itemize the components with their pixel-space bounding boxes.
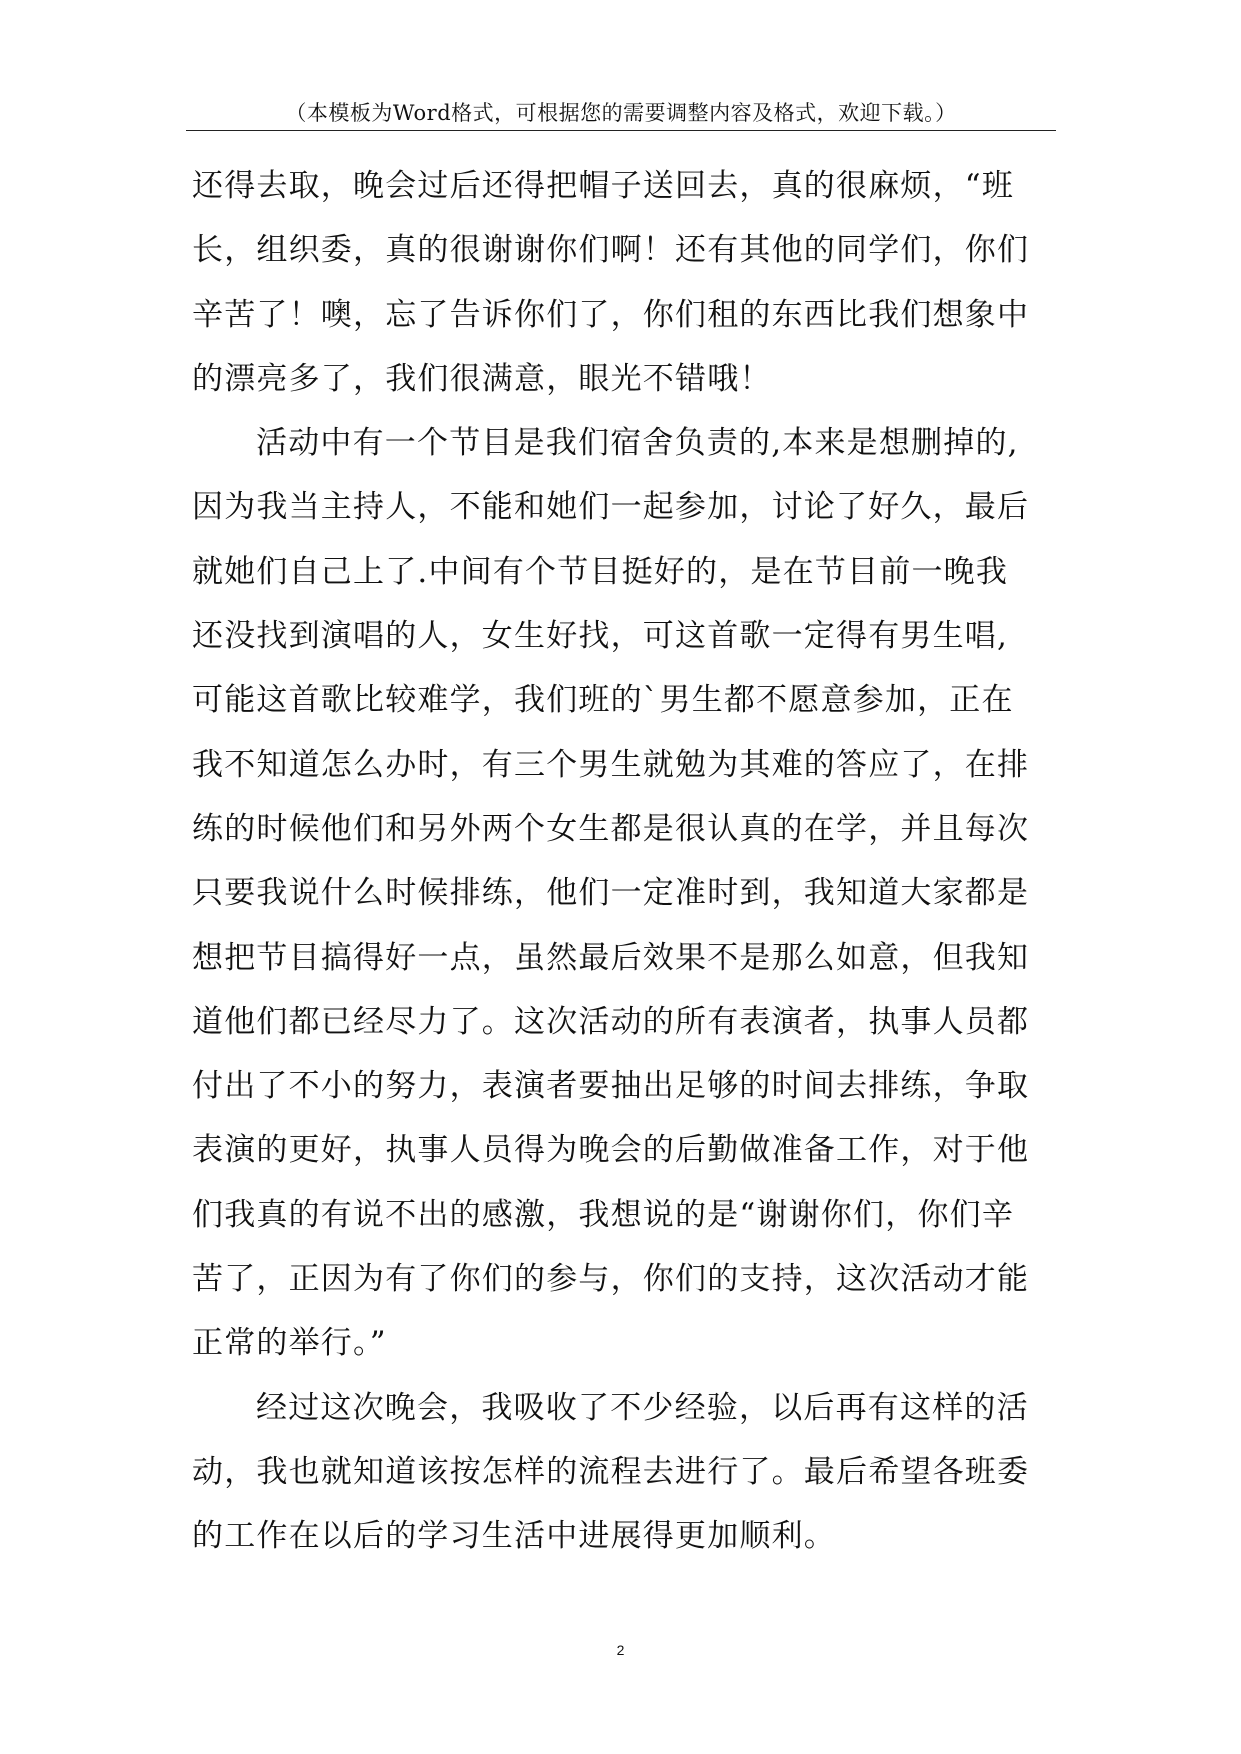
- text-line: 付出了不小的努力，表演者要抽出足够的时间去排练，争取: [192, 1068, 1030, 1105]
- text-line: 的漂亮多了，我们很满意，眼光不错哦！: [192, 360, 772, 397]
- text-line: 表演的更好，执事人员得为晚会的后勤做准备工作，对于他: [192, 1132, 1030, 1169]
- text-line: 想把节目搞得好一点，虽然最后效果不是那么如意，但我知: [192, 939, 1030, 976]
- paragraph-start-line: 活动中有一个节目是我们宿舍负责的,本来是想删掉的,: [256, 425, 1019, 462]
- text-line: 只要我说什么时候排练，他们一定准时到，我知道大家都是: [192, 875, 1030, 912]
- header-divider: [186, 130, 1056, 131]
- text-line: 动，我也就知道该按怎样的流程去进行了。最后希望各班委: [192, 1453, 1030, 1490]
- text-line: 还得去取，晚会过后还得把帽子送回去，真的很麻烦，“班: [192, 168, 1015, 204]
- text-line: 长，组织委，真的很谢谢你们啊！还有其他的同学们，你们: [192, 232, 1030, 269]
- text-line: 就她们自己上了.中间有个节目挺好的，是在节目前一晚我: [192, 553, 1009, 590]
- text-line: 可能这首歌比较难学，我们班的`男生都不愿意参加，正在: [192, 682, 1014, 719]
- text-line: 的工作在以后的学习生活中进展得更加顺利。: [192, 1518, 836, 1555]
- text-line: 们我真的有说不出的感激，我想说的是“谢谢你们，你们辛: [192, 1196, 1015, 1233]
- text-line: 正常的举行。”: [192, 1325, 387, 1362]
- paragraph-start-line: 经过这次晚会，我吸收了不少经验，以后再有这样的活: [256, 1389, 1029, 1426]
- text-line: 练的时候他们和另外两个女生都是很认真的在学，并且每次: [192, 810, 1030, 847]
- text-line: 道他们都已经尽力了。这次活动的所有表演者，执事人员都: [192, 1003, 1030, 1040]
- text-line: 我不知道怎么办时，有三个男生就勉为其难的答应了，在排: [192, 746, 1030, 783]
- text-line: 因为我当主持人，不能和她们一起参加，讨论了好久，最后: [192, 489, 1030, 526]
- text-line: 还没找到演唱的人，女生好找，可这首歌一定得有男生唱,: [192, 618, 1009, 655]
- text-line: 辛苦了！噢，忘了告诉你们了，你们租的东西比我们想象中: [192, 296, 1030, 333]
- template-note: （本模板为Word格式，可根据您的需要调整内容及格式，欢迎下载。）: [285, 101, 957, 125]
- text-line: 苦了，正因为有了你们的参与，你们的支持，这次活动才能: [192, 1261, 1030, 1298]
- document-body: [192, 154, 1052, 1569]
- page-number: 2: [616, 1642, 625, 1658]
